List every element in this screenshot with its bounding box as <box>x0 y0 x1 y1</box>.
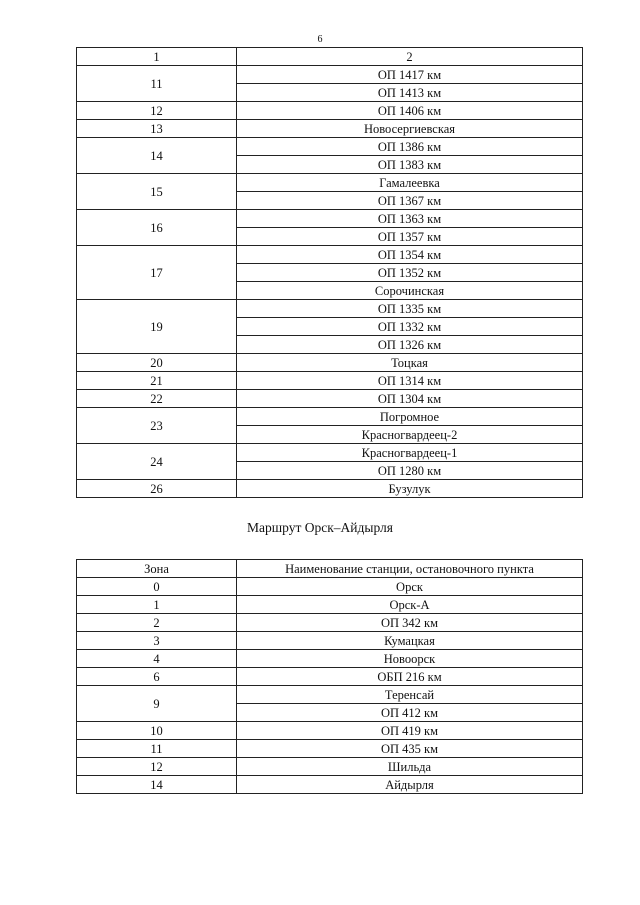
table-row <box>77 210 583 228</box>
zone-cell: 14 <box>77 138 237 174</box>
station-cell: ОП 1406 км <box>237 102 583 120</box>
zone-cell: 11 <box>77 66 237 102</box>
table-row <box>77 632 583 650</box>
table-row <box>77 444 583 462</box>
zone-cell: 6 <box>77 668 237 686</box>
table-row <box>77 372 583 390</box>
table-row <box>77 138 583 156</box>
table-row <box>77 408 583 426</box>
zone-cell: 21 <box>77 372 237 390</box>
table-row <box>77 614 583 632</box>
station-cell: ОП 412 км <box>237 704 583 722</box>
column-header-station: 2 <box>237 48 583 66</box>
table-row <box>77 174 583 192</box>
station-cell: ОП 1335 км <box>237 300 583 318</box>
table-row <box>77 596 583 614</box>
station-cell: Теренсай <box>237 686 583 704</box>
station-cell: Орск <box>237 578 583 596</box>
station-cell: ОБП 216 км <box>237 668 583 686</box>
zone-cell: 26 <box>77 480 237 498</box>
station-cell: Орск-А <box>237 596 583 614</box>
station-cell: ОП 1357 км <box>237 228 583 246</box>
station-cell: ОП 435 км <box>237 740 583 758</box>
zone-cell: 0 <box>77 578 237 596</box>
column-header-zone: 1 <box>77 48 237 66</box>
zone-cell: 1 <box>77 596 237 614</box>
zone-cell: 17 <box>77 246 237 300</box>
zone-cell: 2 <box>77 614 237 632</box>
zone-cell: 14 <box>77 776 237 794</box>
zone-cell: 23 <box>77 408 237 444</box>
station-cell: Сорочинская <box>237 282 583 300</box>
station-cell: Новосергиевская <box>237 120 583 138</box>
station-cell: ОП 1367 км <box>237 192 583 210</box>
table-row <box>77 354 583 372</box>
station-cell: Погромное <box>237 408 583 426</box>
table-row <box>77 578 583 596</box>
zone-cell: 24 <box>77 444 237 480</box>
zone-cell: 19 <box>77 300 237 354</box>
zone-cell: 13 <box>77 120 237 138</box>
station-cell: ОП 1352 км <box>237 264 583 282</box>
table-row <box>77 480 583 498</box>
station-cell: Красногвардеец-2 <box>237 426 583 444</box>
station-cell: ОП 1314 км <box>237 372 583 390</box>
station-cell: ОП 1383 км <box>237 156 583 174</box>
table-row <box>77 668 583 686</box>
column-header-station: Наименование станции, остановочного пункта <box>237 560 583 578</box>
zone-cell: 12 <box>77 102 237 120</box>
station-cell: Тоцкая <box>237 354 583 372</box>
station-cell: ОП 1363 км <box>237 210 583 228</box>
station-cell: ОП 1280 км <box>237 462 583 480</box>
table-row <box>77 722 583 740</box>
station-cell: Кумацкая <box>237 632 583 650</box>
table-row <box>77 66 583 84</box>
station-cell: ОП 1332 км <box>237 318 583 336</box>
column-header-zone: Зона <box>77 560 237 578</box>
station-cell: ОП 1354 км <box>237 246 583 264</box>
zone-table-orsk-aidyrlya <box>76 559 583 794</box>
station-cell: Новоорск <box>237 650 583 668</box>
table-row <box>77 246 583 264</box>
table-row <box>77 102 583 120</box>
table-row <box>77 758 583 776</box>
table-row <box>77 776 583 794</box>
zone-cell: 16 <box>77 210 237 246</box>
table-row <box>77 300 583 318</box>
station-cell: ОП 342 км <box>237 614 583 632</box>
station-cell: ОП 419 км <box>237 722 583 740</box>
page-number: 6 <box>317 34 323 45</box>
table-header-row <box>77 48 583 66</box>
zone-cell: 15 <box>77 174 237 210</box>
table-row <box>77 120 583 138</box>
zone-cell: 4 <box>77 650 237 668</box>
station-cell: Гамалеевка <box>237 174 583 192</box>
station-cell: ОП 1417 км <box>237 66 583 84</box>
station-cell: Шильда <box>237 758 583 776</box>
station-cell: Бузулук <box>237 480 583 498</box>
zone-cell: 9 <box>77 686 237 722</box>
table-row <box>77 686 583 704</box>
station-cell: Айдырля <box>237 776 583 794</box>
station-cell: ОП 1326 км <box>237 336 583 354</box>
zone-cell: 12 <box>77 758 237 776</box>
station-cell: Красногвардеец-1 <box>237 444 583 462</box>
station-cell: ОП 1413 км <box>237 84 583 102</box>
table-row <box>77 390 583 408</box>
route-title: Маршрут Орск–Айдырля <box>247 520 393 535</box>
station-cell: ОП 1386 км <box>237 138 583 156</box>
zone-table-continued <box>76 47 583 498</box>
zone-cell: 20 <box>77 354 237 372</box>
table-row <box>77 740 583 758</box>
table-header-row <box>77 560 583 578</box>
table-row <box>77 650 583 668</box>
zone-cell: 11 <box>77 740 237 758</box>
zone-cell: 22 <box>77 390 237 408</box>
zone-cell: 10 <box>77 722 237 740</box>
station-cell: ОП 1304 км <box>237 390 583 408</box>
zone-cell: 3 <box>77 632 237 650</box>
